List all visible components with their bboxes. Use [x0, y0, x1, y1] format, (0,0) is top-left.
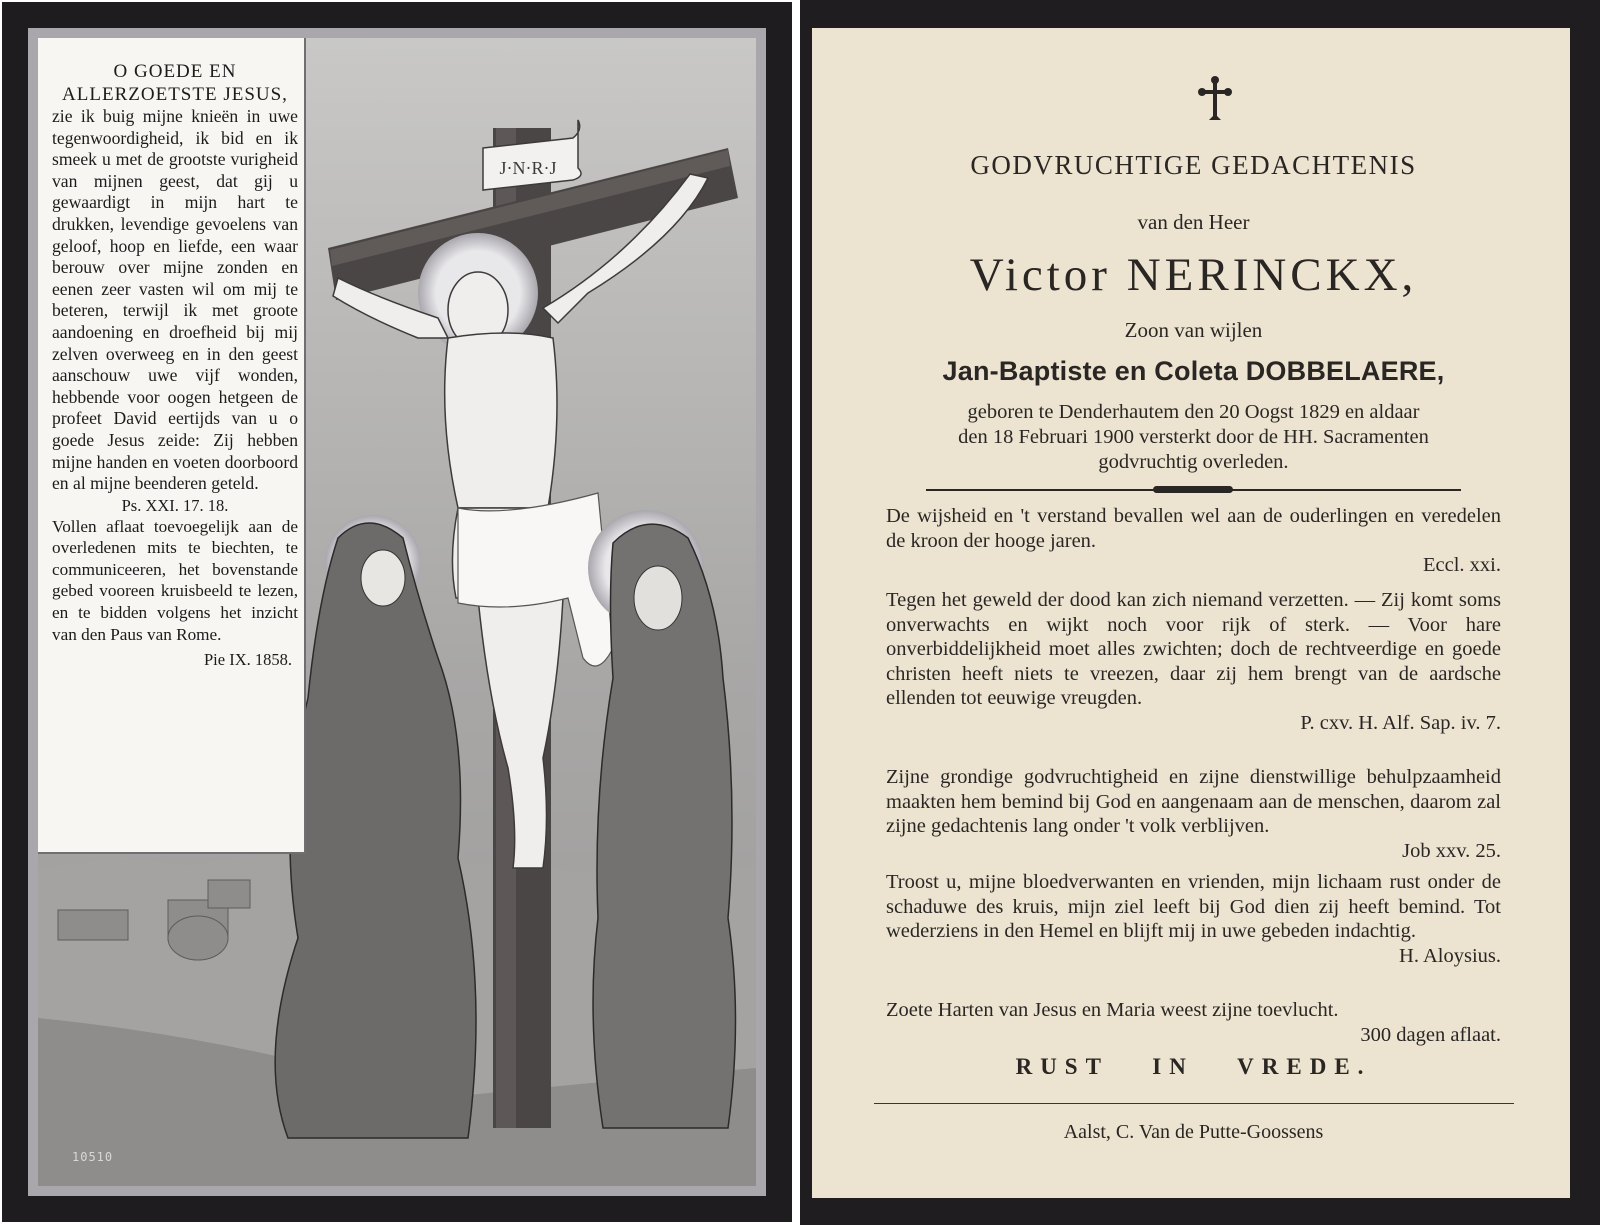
bottom-divider	[874, 1103, 1514, 1104]
paper	[812, 28, 1570, 1198]
son-of-line: Zoon van wijlen	[1124, 318, 1263, 342]
closing-line: RUST IN VREDE.	[1015, 1054, 1372, 1079]
paragraph-3: Zijne grondige godvruchtigheid en zijne dienstwillige behulpzaamheid maakten hem bemind bij God en aangenaam aan de menschen, daarom zal zijne gedachtenis lang onder 't volk verblijven. Job xxv. 25.	[886, 766, 1501, 862]
prayer-panel	[38, 38, 306, 854]
paragraph-1: De wijsheid en 't verstand bevallen wel aan de ouderlingen en veredelen de kroon der hooge jaren. Eccl. xxi.	[886, 505, 1501, 577]
paragraph-4: Troost u, mijne bloedverwanten en vrienden, mijn lichaam rust onder de schaduwe des kruis, mijn ziel leeft bij God dien zij heeft bemind. Tot wederziens in den Hemel en blijft mij in uwe gebeden indachtig. H. Aloysius.	[886, 871, 1501, 967]
silver-frame	[28, 28, 766, 1196]
divider-ornament	[1153, 486, 1233, 493]
deceased-name: Victor NERINCKX,	[969, 249, 1418, 301]
pope-signature: Pie IX. 1858.	[204, 650, 292, 670]
printer-credit: Aalst, C. Van de Putte-Goossens	[1063, 1121, 1324, 1143]
reference: 300 dagen aflaat.	[1360, 1023, 1501, 1046]
reference: Eccl. xxi.	[1423, 554, 1501, 577]
cross-fleury-icon	[1198, 76, 1232, 122]
svg-text:J·N·R·J: J·N·R·J	[499, 158, 557, 178]
psalm-reference: Ps. XXI. 17. 18.	[121, 495, 229, 515]
prayer-heading: O GOEDE EN ALLERZOETSTE JESUS,	[62, 61, 288, 105]
intro-line: van den Heer	[1137, 210, 1250, 234]
front-card	[2, 2, 792, 1222]
memorial-card-back	[800, 0, 1600, 1225]
born-line-1: geboren te Denderhautem den 20 Oogst 1829 en aldaar	[967, 401, 1420, 423]
print-number: 10510	[72, 1150, 114, 1164]
birth-death-info	[846, 400, 1541, 475]
prayer-text: zie ik buig mijne knieën in uwe tegenwoordigheid, ik bid en ik smeek u met de grootste vurigheid van mijnen geest, dat gij u gewaardigt in mijn hart te drukken, levendige gevoelens van geloof, hoop en liefde, een waar berouw over mijne zonden en eenen zeer vasten wil om mij te beteren, terwijl ik met groote aandoening en droefheid bij mij zelven overweeg en in den geest aanschouw uwe vijf wonden, hebbende voor oogen hetgeen de profeet David eertijds van u o goede Jesus zeide: Zij hebben mijne handen en voeten doorboord en al mijne beenderen geteld.	[52, 106, 298, 494]
reference: P. cxv. H. Alf. Sap. iv. 7.	[1300, 711, 1501, 734]
reference: H. Aloysius.	[1399, 944, 1501, 967]
engraving-area	[38, 38, 756, 1186]
card-title: GODVRUCHTIGE GEDACHTENIS	[970, 150, 1417, 180]
indulgence-text: Vollen aflaat toevoegelijk aan de overledenen mits te biechten, te communiceeren, het bovenstande gebed vooreen kruisbeeld te lezen, en te bidden volgens het inzicht van den Paus van Rome.	[52, 516, 298, 644]
paragraph-5: Zoete Harten van Jesus en Maria weest zijne toevlucht. 300 dagen aflaat.	[886, 999, 1501, 1046]
parents-names: Jan-Baptiste en Coleta DOBBELAERE,	[942, 356, 1445, 386]
paragraph-2: Tegen het geweld der dood kan zich niemand verzetten. — Zij komt soms onverwachts en wijkt noch voor rijk of sterk. — Voor hare onverbiddelijkheid moet alles zwichten; doch de rechtveerdige en goede christen heeft niets te vreezen, daar zij hem brengt van de aardsche ellenden tot eeuwige vreugden. P. cxv. H. Alf. Sap. iv. 7.	[886, 589, 1501, 734]
born-line-2: den 18 Februari 1900 versterkt door de HH. Sacramenten	[958, 426, 1429, 448]
born-line-3: godvruchtig overleden.	[1098, 451, 1289, 473]
reference: Job xxv. 25.	[1402, 839, 1501, 862]
